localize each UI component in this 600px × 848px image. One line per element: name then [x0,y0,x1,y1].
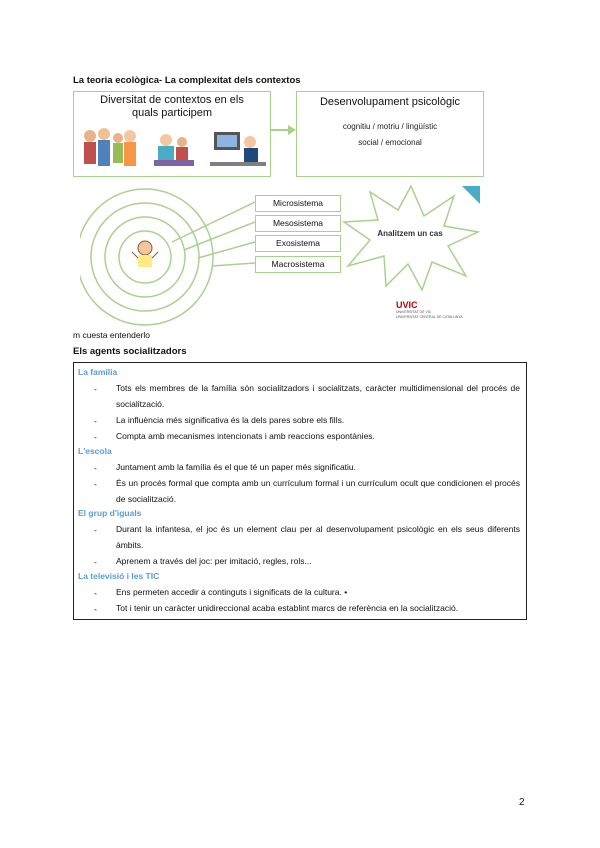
section-title-escola: L'escola [78,446,112,456]
arrow-right-icon [270,124,296,136]
bullet: - [94,588,97,598]
list-item: Tot i tenir un caràcter unidireccional acaba establint marcs de referència en la socialització. [116,603,459,613]
list-item: Juntament amb la família és el que té un paper més significatiu. [116,462,357,472]
macrosistema-box: Macrosistema [255,256,341,273]
section-title-familia: La família [78,367,118,377]
family-illustration [84,128,136,166]
bullet: - [94,463,97,473]
star-burst [340,182,482,294]
child-icon [132,241,158,267]
bullet: - [94,604,97,614]
list-item: Compta amb mecanismes intencionats i amb reaccions espontànies. [116,431,375,441]
list-item: Ens permeten accedir a continguts i significats de la cultura. • [116,587,348,597]
bullet: - [94,416,97,426]
star-text: Analitzem un cas [377,229,443,238]
list-item: Aprenem a través del joc: per imitació, regles, rols... [116,556,312,566]
section-title-grup-iguals: El grup d'iguals [78,508,142,518]
contexts-title: Diversitat de contextos en els quals participem [100,94,244,119]
section-title-televisio: La televisió i les TIC [78,571,160,581]
children-illustration [154,134,194,166]
bullet: - [94,384,97,394]
mesosistema-box: Mesosistema [255,215,341,232]
agents-heading: Els agents socialitzadors [73,346,187,357]
list-item: És un procés formal que compta amb un currículum formal i un currículum ocult que condicionen el procés de socialització. [116,478,520,504]
logo-subtitle-2: UNIVERSITAT CENTRAL DE CATALUNYA [396,315,463,319]
agents-box [73,362,527,620]
list-item: Durant la infantesa, el joc és un element clau per al desenvolupament psicològic en els seus diferents àmbits. [116,524,520,550]
computer-illustration [210,132,266,166]
development-line-2: social / emocional [358,138,422,147]
logo-text: UVIC [396,300,418,310]
uvic-logo [396,300,463,320]
exosistema-box: Exosistema [255,235,341,252]
bullet: - [94,479,97,489]
microsistema-box: Microsistema [255,195,341,212]
bullet: - [94,557,97,567]
development-box [296,91,484,177]
development-title: Desenvolupament psicològic [319,96,461,108]
page-number: 2 [519,797,525,808]
list-item: La influència més significativa és la dels pares sobre els fills. [116,415,345,425]
page-heading: La teoria ecològica- La complexitat dels contextos [73,75,301,86]
bullet: - [94,432,97,442]
list-item: Tots els membres de la família són socialitzadors i socialitzats, caràcter multidimensional del procés de socialització. [116,383,520,409]
contexts-box [73,91,271,177]
logo-subtitle-1: UNIVERSITAT DE VIC [396,310,432,314]
note-text: m cuesta entenderlo [73,330,151,340]
bullet: - [94,525,97,535]
contexts-illustration [74,122,270,174]
development-line-1: cognitiu / motriu / lingüístic [342,122,438,131]
